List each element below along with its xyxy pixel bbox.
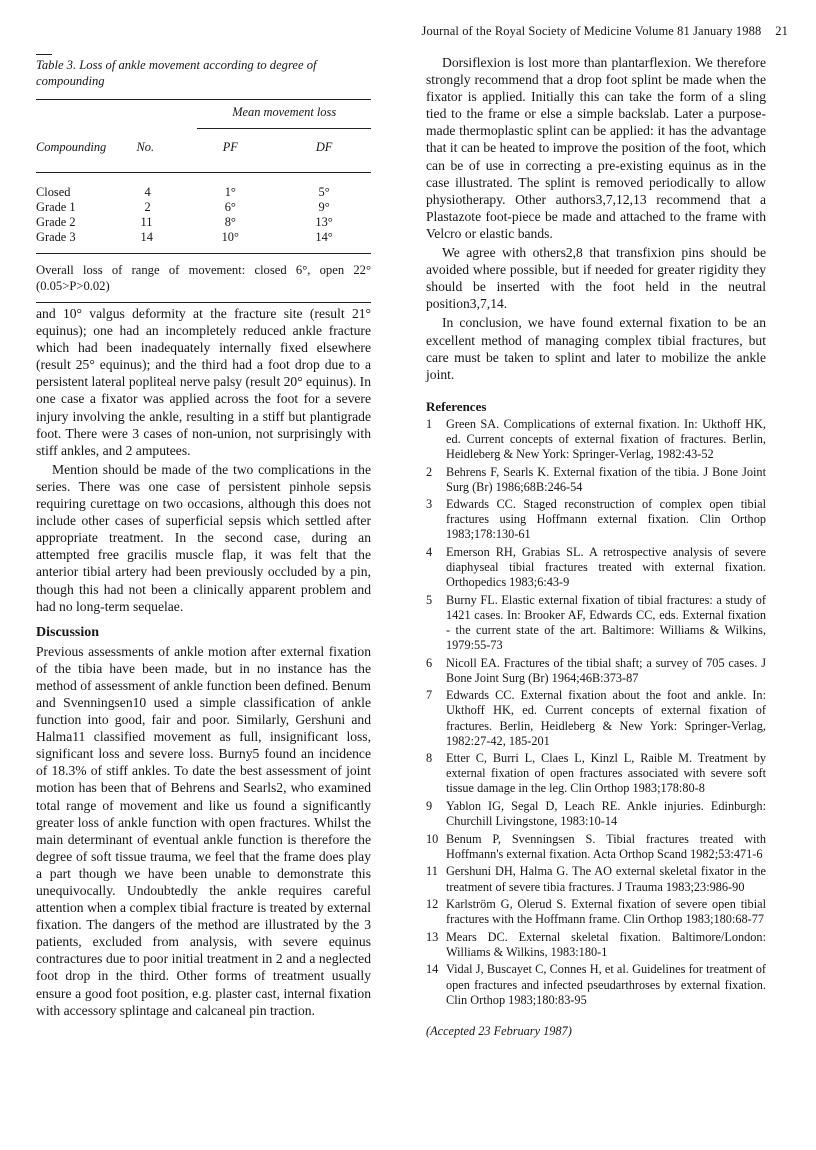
table-caption: Table 3. Loss of ankle movement according to degree of compounding (36, 58, 317, 88)
table-cell: 10° (183, 230, 277, 254)
table-group-header-row (36, 100, 371, 135)
reference-text: Edwards CC. Staged reconstruction of complex open tibial fractures using Hoffmann external fixation. Clin Orthop 1983;178:130-61 (446, 497, 766, 542)
reference-number: 5 (426, 592, 433, 607)
reference-number: 8 (426, 751, 433, 766)
reference-item (426, 656, 766, 686)
footnote-rule (36, 302, 371, 303)
body-paragraph: Mention should be made of the two complications in the series. There was one case of persistent pinhole sepsis requiring curettage on two occasions, although this does not include other cases of superficial sepsis which settled after appropriate treatment. In the second case, during an attempted free gracilis muscle flap, it was felt that the anterior tibial artery had been previously occluded by a pin, though this had not been a clinically apparent problem and had no long-term sequelae. (36, 461, 371, 614)
reference-number: 11 (426, 864, 438, 879)
table-3 (36, 99, 371, 254)
table-header-row (36, 134, 371, 160)
reference-text: Gershuni DH, Halma G. The AO external skeletal fixator in the treatment of severe tibia fractures. J Trauma 1983;23:986-90 (446, 864, 766, 894)
discussion-paragraph: Previous assessments of ankle motion after external fixation of the tibia have been made, but in no instance has the method of assessment of ankle function been defined. Benum and Svenningsen10 used a simple classification of ankle function into good, fair and poor. Similarly, Gershuni and Halma11 classified movement as full, insignificant loss, significant loss and severe loss. Burny5 found an incidence of 18.3% of stiff ankles. To date the best assessment of joint motion has been that of Behrens and Searls2, who examined total range of movement and like us found a significantly greater loss of ankle function with open fractures. Whilst the main determinant of eventual ankle function is therefore the degree of soft tissue trauma, we feel that the frame does play a part though we have been unable to demonstrate this unequivocally. Undoubtedly the ankle requires careful attention when a complex tibial fracture is treated by external fixation. The dangers of the method are illustrated by the 3 patients, excluded from analysis, with severe equinus contractures due to poor initial treatment in 2 and a neglected foot drop in the third. Other forms of treatment usually ensure a good foot position, e.g. plaster cast, internal fixation with accessory splintage and calcaneal pin traction. (36, 643, 371, 1018)
reference-number: 2 (426, 464, 433, 479)
reference-number: 4 (426, 545, 433, 560)
table-cell: 4 (144, 185, 151, 199)
reference-item (426, 930, 766, 960)
reference-number: 7 (426, 688, 433, 703)
accepted-date: (Accepted 23 February 1987) (426, 1023, 572, 1038)
page-number: 21 (775, 24, 788, 38)
header-rule (36, 160, 371, 173)
section-heading: Discussion (36, 624, 100, 640)
reference-number: 12 (426, 897, 439, 912)
table-footnote: Overall loss of range of movement: closed 6°, open 22° (0.05>P>0.02) (36, 263, 371, 293)
body-paragraph: We agree with others2,8 that transfixion pins should be avoided where possible, but if needed for greater rigidity they should be inserted with the foot held in the neutral position3,7,14. (426, 245, 766, 312)
reference-list (426, 417, 766, 1008)
table-cell: Grade 1 (36, 200, 76, 214)
reference-text: Vidal J, Buscayet C, Connes H, et al. Guidelines for treatment of open fractures and infected pseudarthroses by external fixation. Clin Orthop 1983;180:83-95 (446, 962, 766, 1007)
caption-rule (36, 54, 52, 55)
column-header: No. (136, 139, 155, 154)
table-cell: 11 (140, 215, 153, 229)
reference-item (426, 751, 766, 796)
references-heading: References (426, 398, 487, 414)
table-cell: 8° (224, 215, 236, 229)
journal-citation: Journal of the Royal Society of Medicine Volume 81 January 1988 (421, 24, 762, 38)
reference-text: Burny FL. Elastic external fixation of tibial fractures: a study of 1421 cases. In: Brooker AF, Edwards CC, eds. External fixation - the current state of the art. Baltimore: Williams & Wilkins, 1979:55-73 (446, 592, 766, 653)
reference-item (426, 832, 766, 862)
reference-text: Nicoll EA. Fractures of the tibial shaft; a survey of 705 cases. J Bone Joint Surg (Br) 1964;46B:373-87 (446, 655, 766, 685)
reference-item (426, 864, 766, 894)
running-header (36, 24, 788, 39)
reference-item (426, 497, 766, 542)
table-cell: 13° (315, 215, 333, 229)
table-cell: 14 (137, 230, 184, 254)
reference-number: 14 (426, 962, 439, 977)
column-header: PF (222, 139, 238, 154)
reference-text: Karlström G, Olerud S. External fixation of severe open tibial fractures with the Hoffmann frame. Clin Orthop 1983;180:68-77 (446, 897, 766, 927)
reference-number: 10 (426, 831, 439, 846)
reference-item (426, 799, 766, 829)
body-paragraph: Dorsiflexion is lost more than plantarflexion. We therefore strongly recommend that a drop foot splint be made when the fixator is applied. Initially this can take the form of a sling tied to the frame or else a simple backslab. Later a purpose-made thermoplastic splint can be applied: it has the advantage that it can be heated to improve the position of the foot, which can be of use in correcting a pre-existing equinus as in the case illustrated. The splint is removed periodically to allow physiotherapy. Other authors3,7,12,13 recommend that a Plastazote foot-piece be made and attached to the frame with Velcro or elastic bands. (426, 55, 766, 241)
reference-item (426, 417, 766, 462)
table-cell: 14° (277, 230, 371, 254)
column-header: Compounding (36, 139, 107, 154)
body-paragraph: and 10° valgus deformity at the fracture site (result 21° equinus); one had an incompletely reduced ankle fracture which had been inadequately internally fixed elsewhere (result 25° equinus); and the third had a foot drop due to a persistent lateral popliteal nerve palsy (result 20° equinus). In one case a fixator was applied across the foot for a severe injury involving the ankle, resulting in a stiff but plantigrade foot. There were 3 cases of non-union, not surprisingly with stiff ankles, and 2 amputees. (36, 306, 371, 458)
table-cell: 9° (318, 200, 330, 214)
table-row (36, 173, 371, 201)
reference-number: 6 (426, 655, 433, 670)
reference-text: Emerson RH, Grabias SL. A retrospective analysis of severe diaphyseal tibial fractures treated with external fixation. Orthopedics 1983;6:43-9 (446, 545, 766, 590)
right-column (426, 54, 766, 1039)
reference-item (426, 897, 766, 927)
table-cell: 6° (224, 200, 236, 214)
reference-number: 1 (426, 416, 433, 431)
column-header: DF (315, 139, 333, 154)
reference-item (426, 465, 766, 495)
reference-number: 13 (426, 929, 439, 944)
table-cell: Closed (36, 185, 71, 199)
reference-text: Etter C, Burri L, Claes L, Kinzl L, Raible M. Treatment by external fixation of open fractures associated with severe soft tissue damage in the leg. Clin Orthop 1983;178:80-8 (446, 751, 766, 796)
reference-text: Green SA. Complications of external fixation. In: Ukthoff HK, ed. Current concepts of external fixation of fractures. Berlin, Heidleberg & New York: Springer-Verlag, 1982:43-52 (446, 416, 766, 461)
table-row (36, 200, 371, 215)
table-cell: Grade 3 (36, 230, 137, 254)
reference-text: Benum P, Svenningsen S. Tibial fractures treated with Hoffmann's external fixation. Acta Orthop Scand 1982;53:471-6 (446, 831, 766, 861)
reference-number: 9 (426, 799, 433, 814)
table-row (36, 230, 371, 254)
body-paragraph: In conclusion, we have found external fixation to be an excellent method of managing complex tibial fractures, but care must be taken to splint and later to mobilize the ankle joint. (426, 315, 766, 382)
group-header: Mean movement loss (197, 105, 371, 129)
reference-text: Edwards CC. External fixation about the foot and ankle. In: Ukthoff HK, ed. Current concepts of external fixation of fractures. Berlin, Heidleberg & New York: Springer-Verlag, 1982:27-42, 185-201 (446, 688, 766, 748)
reference-text: Mears DC. External skeletal fixation. Baltimore/London: Williams & Wilkins, 1983:180-1 (446, 929, 766, 959)
left-column (36, 54, 371, 1019)
reference-item (426, 962, 766, 1007)
reference-text: Behrens F, Searls K. External fixation of the tibia. J Bone Joint Surg (Br) 1986;68B:246-54 (446, 464, 766, 494)
table-row (36, 215, 371, 230)
reference-item (426, 545, 766, 590)
table-cell: 1° (224, 185, 236, 199)
table-cell: 2 (144, 200, 151, 214)
reference-number: 3 (426, 497, 433, 512)
table-cell: 5° (318, 185, 330, 199)
reference-text: Yablon IG, Segal D, Leach RE. Ankle injuries. Edinburgh: Churchill Livingstone, 1983:10-14 (446, 799, 766, 829)
reference-item (426, 593, 766, 653)
reference-item (426, 688, 766, 748)
table-cell: Grade 2 (36, 215, 76, 229)
